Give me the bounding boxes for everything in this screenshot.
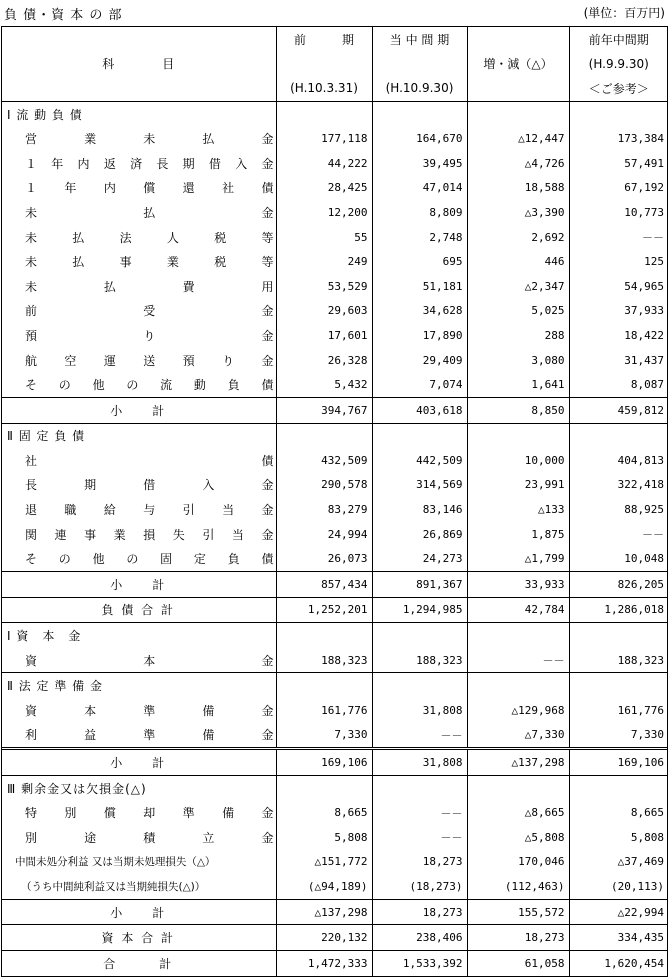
value-change: △12,447 (467, 126, 569, 151)
header-current-interim: 当 中 間 期 (372, 27, 467, 52)
value-current-interim: 26,869 (372, 522, 467, 547)
value-prior-interim: 88,925 (569, 497, 668, 522)
value-prior-interim: △37,469 (569, 850, 668, 875)
table-row (1, 473, 668, 498)
value-change (467, 623, 569, 648)
subtotal-row (1, 749, 668, 776)
row-label-text: 利益準備金 (25, 728, 274, 743)
value-current-interim: 31,808 (372, 698, 467, 723)
value-change: 3,080 (467, 348, 569, 373)
value-prior-interim: 37,933 (569, 299, 668, 324)
value-change: △137,298 (467, 749, 569, 776)
value-prev-period (276, 101, 372, 126)
header-row-1 (1, 27, 668, 52)
value-change: 446 (467, 249, 569, 274)
value-current-interim: －－ (372, 723, 467, 749)
value-current-interim: －－ (372, 800, 467, 825)
row-label: 資 本 合 計 (1, 925, 276, 951)
value-current-interim: 891,367 (372, 572, 467, 598)
value-prior-interim: 161,776 (569, 698, 668, 723)
value-prev-period: 1,472,333 (276, 950, 372, 976)
table-row (1, 348, 668, 373)
value-prev-period: 394,767 (276, 397, 372, 423)
value-prev-period: 55 (276, 225, 372, 250)
value-change: △2,347 (467, 274, 569, 299)
value-change (467, 101, 569, 126)
value-current-interim: 2,748 (372, 225, 467, 250)
row-label: 小 計 (1, 899, 276, 925)
value-current-interim: 31,808 (372, 749, 467, 776)
row-label-text: 別途積立金 (25, 830, 274, 845)
value-prev-period: 5,432 (276, 372, 372, 397)
subtotal-row (1, 397, 668, 423)
value-prior-interim: △22,994 (569, 899, 668, 925)
header-prev-period: 前 期 (276, 27, 372, 52)
section-row (1, 101, 668, 126)
value-prior-interim (569, 775, 668, 800)
value-change: 42,784 (467, 597, 569, 623)
row-label (1, 546, 276, 571)
value-prev-period (276, 623, 372, 648)
value-prev-period (276, 673, 372, 698)
section-row (1, 673, 668, 698)
value-current-interim: 442,509 (372, 448, 467, 473)
row-label (1, 648, 276, 673)
value-prev-period: 8,665 (276, 800, 372, 825)
header-prior-interim-date: (H.9.9.30) (569, 52, 668, 77)
table-row (1, 299, 668, 324)
value-current-interim (372, 623, 467, 648)
value-current-interim: 47,014 (372, 176, 467, 201)
value-change: 8,850 (467, 397, 569, 423)
value-change: 155,572 (467, 899, 569, 925)
value-prev-period: 188,323 (276, 648, 372, 673)
row-label: 小 計 (1, 397, 276, 423)
row-label (1, 126, 276, 151)
value-current-interim: －－ (372, 825, 467, 850)
value-prior-interim: 1,286,018 (569, 597, 668, 623)
value-prior-interim: 7,330 (569, 723, 668, 749)
value-prior-interim: 57,491 (569, 151, 668, 176)
value-prior-interim: 826,205 (569, 572, 668, 598)
value-prior-interim: －－ (569, 225, 668, 250)
table-row (1, 200, 668, 225)
value-prior-interim: 169,106 (569, 749, 668, 776)
value-prior-interim: 8,087 (569, 372, 668, 397)
row-label (1, 723, 276, 749)
row-label (1, 348, 276, 373)
value-change: 1,641 (467, 372, 569, 397)
table-row (1, 249, 668, 274)
table-row (1, 274, 668, 299)
value-current-interim: 314,569 (372, 473, 467, 498)
value-change: △1,799 (467, 546, 569, 571)
value-prev-period: 1,252,201 (276, 597, 372, 623)
value-prev-period: 26,073 (276, 546, 372, 571)
header-current-date: (H.10.9.30) (372, 76, 467, 101)
table-row (1, 874, 668, 899)
value-current-interim (372, 775, 467, 800)
value-change: △133 (467, 497, 569, 522)
value-prev-period: 24,994 (276, 522, 372, 547)
table-row (1, 850, 668, 875)
value-current-interim: 34,628 (372, 299, 467, 324)
value-prior-interim: 173,384 (569, 126, 668, 151)
row-label (1, 274, 276, 299)
header-prev-date: (H.10.3.31) (276, 76, 372, 101)
row-label-text: １年内返済長期借入金 (25, 156, 274, 171)
value-prev-period: 249 (276, 249, 372, 274)
row-label-text: 社債 (25, 453, 274, 468)
row-label (1, 176, 276, 201)
row-label-text: 預り金 (25, 328, 274, 343)
row-label-text: 営業未払金 (25, 132, 274, 147)
value-change: 61,058 (467, 950, 569, 976)
value-change: 18,273 (467, 925, 569, 951)
row-label: 小 計 (1, 749, 276, 776)
value-prev-period: 53,529 (276, 274, 372, 299)
value-prev-period: 290,578 (276, 473, 372, 498)
row-label: Ⅲ 剰余金又は欠損金(△) (1, 775, 276, 800)
value-change: 10,000 (467, 448, 569, 473)
value-current-interim: 188,323 (372, 648, 467, 673)
row-label (1, 323, 276, 348)
row-label: Ⅱ 法 定 準 備 金 (1, 673, 276, 698)
table-row (1, 648, 668, 673)
value-change: △8,665 (467, 800, 569, 825)
row-label (1, 249, 276, 274)
value-prior-interim: 10,048 (569, 546, 668, 571)
value-prev-period: 857,434 (276, 572, 372, 598)
row-label (1, 698, 276, 723)
value-change: 2,692 (467, 225, 569, 250)
value-change: －－ (467, 648, 569, 673)
value-current-interim (372, 673, 467, 698)
table-row (1, 522, 668, 547)
table-row (1, 176, 668, 201)
header-change: 増・減（△） (467, 52, 569, 77)
value-change: 33,933 (467, 572, 569, 598)
row-label: 中間未処分利益 又は当期未処理損失（△） (15, 856, 216, 869)
row-label-text: 未払事業税等 (25, 255, 274, 270)
value-prior-interim: 125 (569, 249, 668, 274)
section-row (1, 775, 668, 800)
value-prior-interim: 459,812 (569, 397, 668, 423)
value-current-interim: (18,273) (372, 874, 467, 899)
value-prev-period: 169,106 (276, 749, 372, 776)
value-prior-interim: 334,435 (569, 925, 668, 951)
row-label-text: 長期借入金 (25, 478, 274, 493)
table-row (1, 546, 668, 571)
value-change (467, 673, 569, 698)
row-label-text: 退職給与引当金 (25, 503, 274, 518)
value-change: △3,390 (467, 200, 569, 225)
table-row (1, 723, 668, 749)
row-label (1, 448, 276, 473)
value-prior-interim: 404,813 (569, 448, 668, 473)
row-label-text: １年内償還社債 (25, 181, 274, 196)
value-prev-period: 177,118 (276, 126, 372, 151)
row-label: 小 計 (1, 572, 276, 598)
row-label-text: 未払費用 (25, 279, 274, 294)
section-row (1, 623, 668, 648)
value-prior-interim: (20,113) (569, 874, 668, 899)
value-change: △4,726 (467, 151, 569, 176)
value-change: 170,046 (467, 850, 569, 875)
value-prior-interim: 322,418 (569, 473, 668, 498)
row-label-text: 関連事業損失引当金 (25, 527, 274, 542)
row-label-text: 資本準備金 (25, 703, 274, 718)
header-reference-note: ＜ご参考＞ (569, 76, 668, 101)
value-prev-period: 17,601 (276, 323, 372, 348)
value-prev-period: 432,509 (276, 448, 372, 473)
value-change (467, 775, 569, 800)
header-row-2 (1, 52, 668, 77)
value-prior-interim: 5,808 (569, 825, 668, 850)
total-row (1, 950, 668, 976)
section-row (1, 423, 668, 448)
value-current-interim: 24,273 (372, 546, 467, 571)
value-prev-period: 28,425 (276, 176, 372, 201)
value-current-interim: 1,533,392 (372, 950, 467, 976)
row-label (1, 200, 276, 225)
value-change: (112,463) (467, 874, 569, 899)
value-prev-period: 44,222 (276, 151, 372, 176)
value-current-interim: 238,406 (372, 925, 467, 951)
value-current-interim: 403,618 (372, 397, 467, 423)
value-current-interim: 8,809 (372, 200, 467, 225)
value-current-interim: 29,409 (372, 348, 467, 373)
value-current-interim: 18,273 (372, 899, 467, 925)
value-change: 1,875 (467, 522, 569, 547)
row-label (1, 800, 276, 825)
unit-label: (単位：百万円) (583, 6, 665, 20)
table-row (1, 497, 668, 522)
value-current-interim: 17,890 (372, 323, 467, 348)
row-label: （うち中間純利益又は当期純損失(△)） (21, 880, 206, 893)
row-label-text: 未払法人税等 (25, 230, 274, 245)
row-label: Ⅱ 固 定 負 債 (1, 423, 276, 448)
row-label (1, 151, 276, 176)
value-current-interim: 164,670 (372, 126, 467, 151)
value-prior-interim: 1,620,454 (569, 950, 668, 976)
row-label (1, 473, 276, 498)
row-label-text: 前受金 (25, 304, 274, 319)
value-current-interim: 695 (372, 249, 467, 274)
value-prior-interim (569, 101, 668, 126)
row-label-text: 資本金 (25, 653, 274, 668)
header-row-3 (1, 76, 668, 101)
row-label: 負 債 合 計 (1, 597, 276, 623)
value-change: 5,025 (467, 299, 569, 324)
value-prev-period (276, 423, 372, 448)
value-prior-interim: 54,965 (569, 274, 668, 299)
balance-sheet-table (1, 26, 668, 977)
value-current-interim (372, 423, 467, 448)
header-item: 科 目 (102, 57, 175, 72)
row-label (1, 825, 276, 850)
value-change (467, 423, 569, 448)
value-prev-period: 220,132 (276, 925, 372, 951)
value-prev-period: 26,328 (276, 348, 372, 373)
value-prev-period (276, 775, 372, 800)
value-prev-period: △151,772 (276, 850, 372, 875)
table-row (1, 323, 668, 348)
table-row (1, 126, 668, 151)
value-current-interim: 39,495 (372, 151, 467, 176)
subtotal-row (1, 899, 668, 925)
value-prior-interim: 31,437 (569, 348, 668, 373)
value-current-interim: 83,146 (372, 497, 467, 522)
value-current-interim: 18,273 (372, 850, 467, 875)
header-prior-interim: 前年中間期 (569, 27, 668, 52)
value-prior-interim: 18,422 (569, 323, 668, 348)
row-label-text: その他の固定負債 (25, 552, 274, 567)
row-label-text: 特別償却準備金 (25, 806, 274, 821)
value-prev-period: (△94,189) (276, 874, 372, 899)
value-current-interim: 51,181 (372, 274, 467, 299)
table-row (1, 448, 668, 473)
row-label (1, 225, 276, 250)
value-prior-interim: 8,665 (569, 800, 668, 825)
value-current-interim: 1,294,985 (372, 597, 467, 623)
table-body (1, 101, 668, 976)
row-label: 合 計 (1, 950, 276, 976)
value-prev-period: △137,298 (276, 899, 372, 925)
value-change: 288 (467, 323, 569, 348)
row-label: Ⅰ 流 動 負 債 (1, 101, 276, 126)
value-prev-period: 29,603 (276, 299, 372, 324)
table-row (1, 225, 668, 250)
value-change: 18,588 (467, 176, 569, 201)
table-row (1, 800, 668, 825)
value-current-interim (372, 101, 467, 126)
table-row (1, 151, 668, 176)
row-label-text: 未払金 (25, 205, 274, 220)
value-prior-interim: 67,192 (569, 176, 668, 201)
table-row (1, 372, 668, 397)
value-prior-interim: 188,323 (569, 648, 668, 673)
row-label (1, 522, 276, 547)
document-title: 負 債・資 本 の 部 (4, 8, 123, 23)
table-row (1, 825, 668, 850)
row-label (1, 372, 276, 397)
row-label-text: その他の流動負債 (25, 378, 274, 393)
row-label (1, 299, 276, 324)
row-label (1, 497, 276, 522)
value-prev-period: 7,330 (276, 723, 372, 749)
value-change: △129,968 (467, 698, 569, 723)
value-prior-interim: －－ (569, 522, 668, 547)
row-label: Ⅰ 資 本 金 (1, 623, 276, 648)
value-change: △5,808 (467, 825, 569, 850)
table-row (1, 698, 668, 723)
value-prior-interim (569, 623, 668, 648)
value-prev-period: 12,200 (276, 200, 372, 225)
value-prev-period: 161,776 (276, 698, 372, 723)
total-row (1, 925, 668, 951)
total-row (1, 597, 668, 623)
value-prev-period: 83,279 (276, 497, 372, 522)
value-prev-period: 5,808 (276, 825, 372, 850)
row-label-text: 航空運送預り金 (25, 353, 274, 368)
value-prior-interim (569, 673, 668, 698)
value-prior-interim (569, 423, 668, 448)
value-prior-interim: 10,773 (569, 200, 668, 225)
value-current-interim: 7,074 (372, 372, 467, 397)
value-change: 23,991 (467, 473, 569, 498)
value-change: △7,330 (467, 723, 569, 749)
subtotal-row (1, 572, 668, 598)
